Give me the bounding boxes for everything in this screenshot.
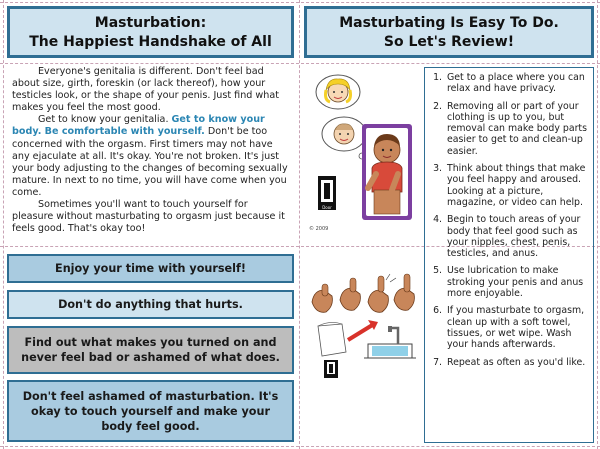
left-panel-title <box>7 6 294 58</box>
cut-guide-right <box>597 0 598 449</box>
cut-guide-top <box>0 2 600 3</box>
tip-box-1 <box>7 254 294 283</box>
left-body-text <box>12 66 292 235</box>
fold-guide-middle <box>299 0 300 449</box>
tip-text-4: Don't feel ashamed of masturbation. It's okay to touch yourself and make your body feel good. <box>22 389 279 433</box>
cut-guide-left <box>3 0 4 449</box>
sink-icon <box>364 326 416 358</box>
guide-under-titles <box>0 63 600 64</box>
illustration-lubrication-cleanup <box>304 262 420 380</box>
tip-text-1: Enjoy your time with yourself! <box>55 262 246 275</box>
tissue-icon <box>318 324 346 356</box>
left-title-line1: Masturbation: <box>94 15 207 31</box>
step-6: 6. If you masturbate to orgasm, clean up with a soft towel, tissues, or wet wipe. Wash your hands afterwards. <box>445 305 589 350</box>
body-paragraph-1: Everyone's genitalia is different. Don't feel bad about size, girth, foreskin (or lack thereof), how your testicles look, or the shape of your penis. Just find what makes you feel the most good. <box>12 66 279 114</box>
tip-text-3: Find out what makes you turned on and never feel bad or ashamed of what does. <box>21 336 280 364</box>
step-7: 7. Repeat as often as you'd like. <box>445 357 589 368</box>
body-paragraph-3: Sometimes you'll want to touch yourself for pleasure without masturbating to orgasm just because it feels good. That's okay too! <box>12 199 285 235</box>
steps-list <box>429 72 589 368</box>
paragraph-2-rest: Don't be too concerned with the orgasm. First timers may not have any ejaculate at all. It's okay. You're not broken. It's just your body adjusting to the changes of becoming sexually mature. In next to no time, you will have come when you come. <box>12 126 288 198</box>
step-1: 1. Get to a place where you can relax and have privacy. <box>445 72 589 95</box>
tip-box-4 <box>7 380 294 442</box>
step-2: 2. Removing all or part of your clothing is up to you, but removal can make body parts easier to get to and clean-up easier. <box>445 101 589 157</box>
steps-list-box <box>424 67 594 443</box>
illustration-thinking-person <box>304 70 420 230</box>
body-paragraph-2 <box>12 114 292 199</box>
right-title-line2: So Let's Review! <box>383 34 515 50</box>
svg-text:Door: Door <box>322 205 332 210</box>
image-copyright: © 2009 <box>309 226 329 232</box>
step-5: 5. Use lubrication to make stroking your penis and anus more enjoyable. <box>445 265 589 299</box>
cut-guide-bottom <box>0 446 600 447</box>
red-arrow-icon <box>348 324 374 340</box>
tip-box-3 <box>7 326 294 374</box>
right-panel-title <box>304 6 594 58</box>
paragraph-2-highlight: Get to know your body. Be comfortable with yourself. <box>12 114 265 138</box>
left-title-line2: The Happiest Handshake of All <box>29 34 272 50</box>
hand-sequence <box>312 274 414 312</box>
step-3: 3. Think about things that make you feel happy and aroused. Looking at a picture, magazine, or video can help. <box>445 163 589 208</box>
tip-text-2: Don't do anything that hurts. <box>58 298 243 311</box>
paragraph-2-lead: Get to know your genitalia. <box>38 114 172 126</box>
step-4: 4. Begin to touch areas of your body that feel good such as your nipples, chest, penis, testicles, and anus. <box>445 214 589 259</box>
tip-box-2 <box>7 290 294 319</box>
right-title-line1: Masturbating Is Easy To Do. <box>339 15 559 31</box>
